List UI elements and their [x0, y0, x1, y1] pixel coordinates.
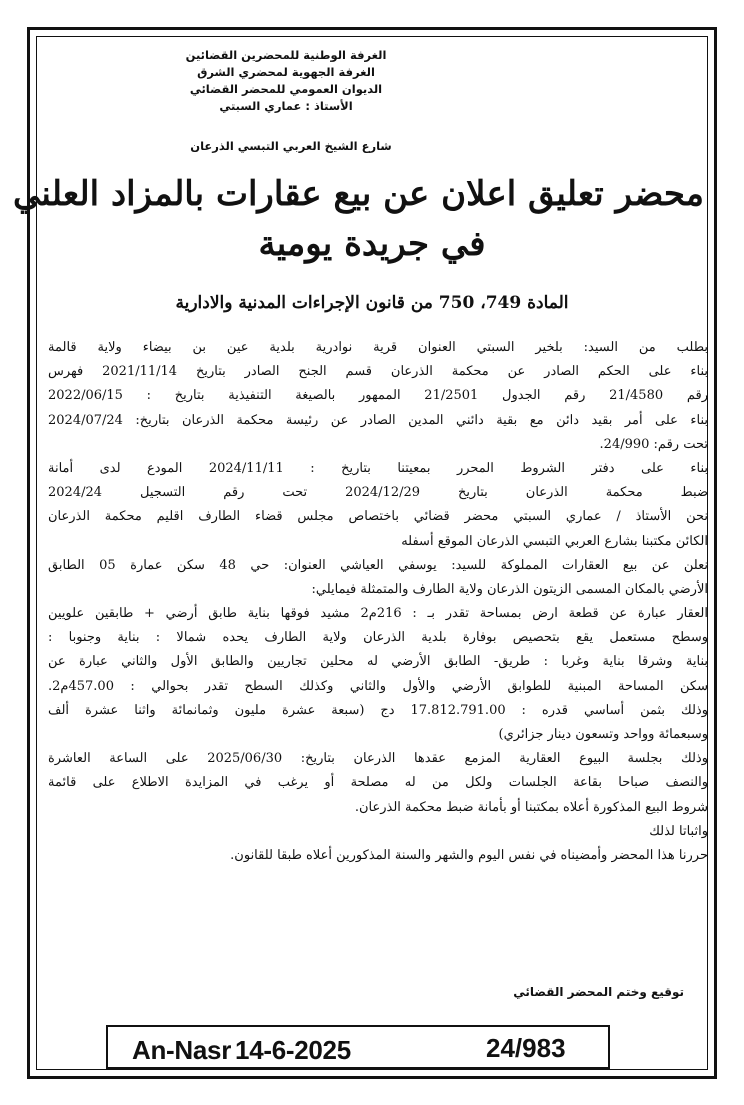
issuer-header [60, 47, 512, 115]
signature-caption: توقيع وختم المحضر القضائي [513, 985, 684, 999]
body-line: العقار عبارة عن قطعة ارض بمساحة تقدر بـ : 216م2 مشيد فوقها بناية طابق أرضي + طابقين علويين [48, 606, 708, 622]
body-line: وسبعمائة وواحد وتسعون دينار جزائري) [498, 727, 708, 742]
body-line: بطلب من السيد: بلخير السبتي العنوان قرية نوادرية بلدية عين بن بيضاء ولاية قالمة [48, 340, 708, 355]
body-line: رقم 21/4580 رقم الجدول 21/2501 الممهور بالصيغة التنفيذية بتاريخ : 2022/06/15 [48, 388, 708, 404]
body-line: بناء على دفتر الشروط المحرر بمعيتنا بتاريخ : 2024/11/11 المودع لدى أمانة [48, 460, 708, 476]
body-line: نعلن عن بيع العقارات المملوكة للسيد: يوسفي العياشي العنوان: حي 48 سكن عمارة 05 الطابق [48, 557, 708, 573]
notice-body [48, 336, 708, 868]
body-line: بناية وشرقا بناية وغربا : طريق- الطابق الأرضي له محلين تجاريين والطابق الأول والثاني عبارة عن [48, 654, 708, 670]
body-line: نحن الأستاذ / عماري السبتي محضر قضائي باختصاص مجلس قضاء الطارف اقليم محكمة الذرعان [48, 509, 708, 525]
body-line: واثباتا لذلك [649, 823, 708, 839]
header-line-4: الأستاذ : عماري السبتي [219, 99, 353, 113]
office-address: شارع الشيخ العربي التبسي الذرعان [190, 139, 392, 153]
publication-footer [106, 1025, 610, 1069]
body-line: وسطح مستعمل يقع بتحصيص بوفارة بلدية الذرعان ولاية الطارف يحده شمالا : بناية وجنوبا : [48, 630, 708, 646]
body-line: ضبط محكمة الذرعان بتاريخ 2024/12/29 تحت رقم التسجيل 2024/24 [48, 485, 708, 501]
publication-date: 14-6-2025 [235, 1035, 351, 1065]
body-line: وذلك بجلسة البيوع العقارية المزمع عقدها الذرعان بتاريخ: 2025/06/30 على الساعة العاشرة [48, 751, 708, 767]
newspaper-date [132, 1035, 355, 1066]
body-line: تحت رقم: 24/990. [599, 436, 708, 452]
header-line-2: الغرفة الجهوية لمحضري الشرق [197, 65, 375, 79]
notice-title-line-1: محضر تعليق اعلان عن بيع عقارات بالمزاد العلني [13, 174, 704, 214]
body-line: سكن المساحة المبنية للطوابق الأرضي والأول والثاني وكذلك السطح تقدر بحوالي : 457.00م2. [48, 678, 708, 694]
header-line-1: الغرفة الوطنية للمحضرين القضائين [185, 48, 387, 62]
legal-article-reference: المادة 749، 750 من قانون الإجراءات المدنية والادارية [175, 293, 569, 313]
body-line: الكائن مكتبنا بشارع العربي التبسي الذرعان الموقع أسفله [401, 533, 708, 549]
body-line: الأرضي بالمكان المسمى الزيتون الذرعان ولاية الطارف والمتمثلة فيمايلي: [311, 581, 708, 597]
body-line: حررنا هذا المحضر وأمضيناه في نفس اليوم والشهر والسنة المذكورين أعلاه طبقا للقانون. [230, 847, 708, 863]
header-line-3: الديوان العمومي للمحضر القضائي [189, 82, 383, 96]
body-line: وذلك بثمن أساسي قدره : 17.812.791.00 دج (سبعة عشرة مليون وثمانمائة واثنا عشرة ألف [48, 702, 708, 718]
body-line: شروط البيع المذكورة أعلاه بمكتبنا أو بأمانة ضبط محكمة الذرعان. [354, 799, 708, 815]
newspaper-name: An-Nasr [132, 1035, 232, 1065]
body-line: بناء على أمر بقيد دائن مع بقية دائني المدين الصادر عن رئيسة محكمة الذرعان بتاريخ: 2024/07/24 [48, 412, 708, 428]
body-line: بناء على الحكم الصادر عن محكمة الذرعان قسم الجنح الصادر بتاريخ 2021/11/14 فهرس [48, 364, 708, 380]
body-line: والنصف صباحا بقاعة الجلسات ولكل من له مصلحة أو يرغب في المزايدة الاطلاع على قائمة [48, 775, 708, 791]
notice-reference-number: 24/983 [486, 1033, 566, 1063]
notice-title-line-2: في جريدة يومية [258, 224, 486, 264]
